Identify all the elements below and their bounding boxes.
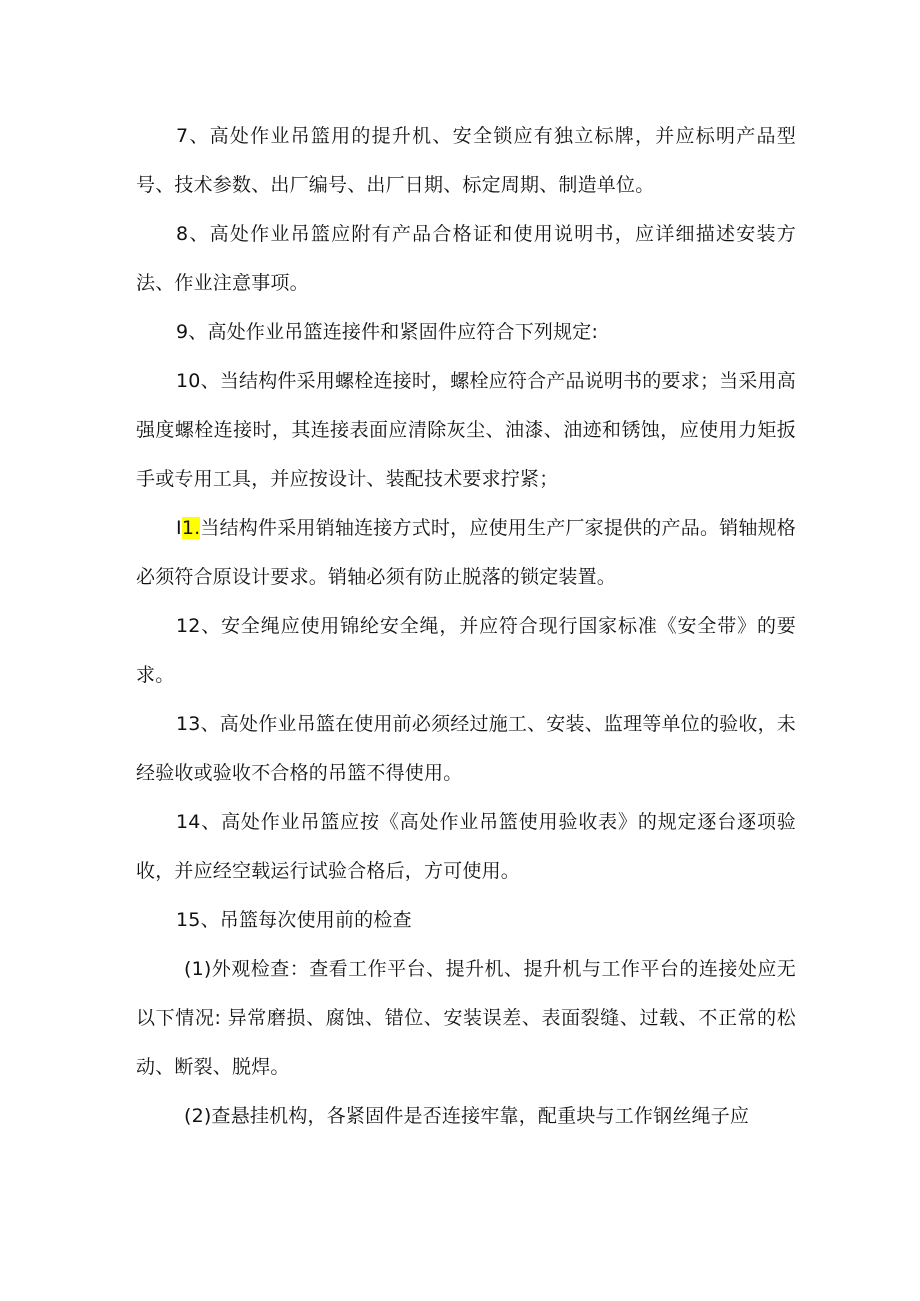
paragraph-item-9: 9、高处作业吊篮连接件和紧固件应符合下列规定: [176,321,599,343]
paragraph-item-12: 12、安全绳应使用锦纶安全绳，并应符合现行国家标准《安全带》的要求。 [136,615,796,686]
paragraph-item-11-text: 当结构件采用销轴连接方式时，应使用生产厂家提供的产品。销轴规格必须符合原设计要求。销轴必须有防止脱落的锁定装置。 [136,517,796,588]
paragraph-item-13: 13、高处作业吊篮在使用前必须经过施工、安装、监理等单位的验收，未经验收或验收不合格的吊篮不得使用。 [136,713,796,784]
paragraph-item-15: 15、吊篮每次使用前的检查 [176,909,412,931]
paragraph-item-11 [136,504,796,602]
item-number-prefix: I [176,517,182,539]
paragraph-item-10: 10、当结构件采用螺栓连接时，螺栓应符合产品说明书的要求；当采用高强度螺栓连接时，其连接表面应清除灰尘、油漆、油迹和锈蚀，应使用力矩扳手或专用工具，并应按设计、装配技术要求拧紧； [136,370,796,490]
paragraph-item-7: 7、高处作业吊篮用的提升机、安全锁应有独立标牌，并应标明产品型号、技术参数、出厂编号、出厂日期、标定周期、制造单位。 [136,125,796,196]
highlighted-item-number: 1. [181,517,201,539]
paragraph-item-8: 8、高处作业吊篮应附有产品合格证和使用说明书，应详细描述安装方法、作业注意事项。 [136,223,796,294]
paragraph-item-14: 14、高处作业吊篮应按《高处作业吊篮使用验收表》的规定逐台逐项验收，并应经空载运行试验合格后，方可使用。 [136,811,796,882]
paragraph-check-2: (2)查悬挂机构，各紧固件是否连接牢靠，配重块与工作钢丝绳子应 [184,1105,750,1127]
paragraph-check-1: (1)外观检查：查看工作平台、提升机、提升机与工作平台的连接处应无以下情况: 异常磨损、腐蚀、错位、安装误差、表面裂缝、过载、不正常的松动、断裂、脱焊。 [136,958,796,1078]
